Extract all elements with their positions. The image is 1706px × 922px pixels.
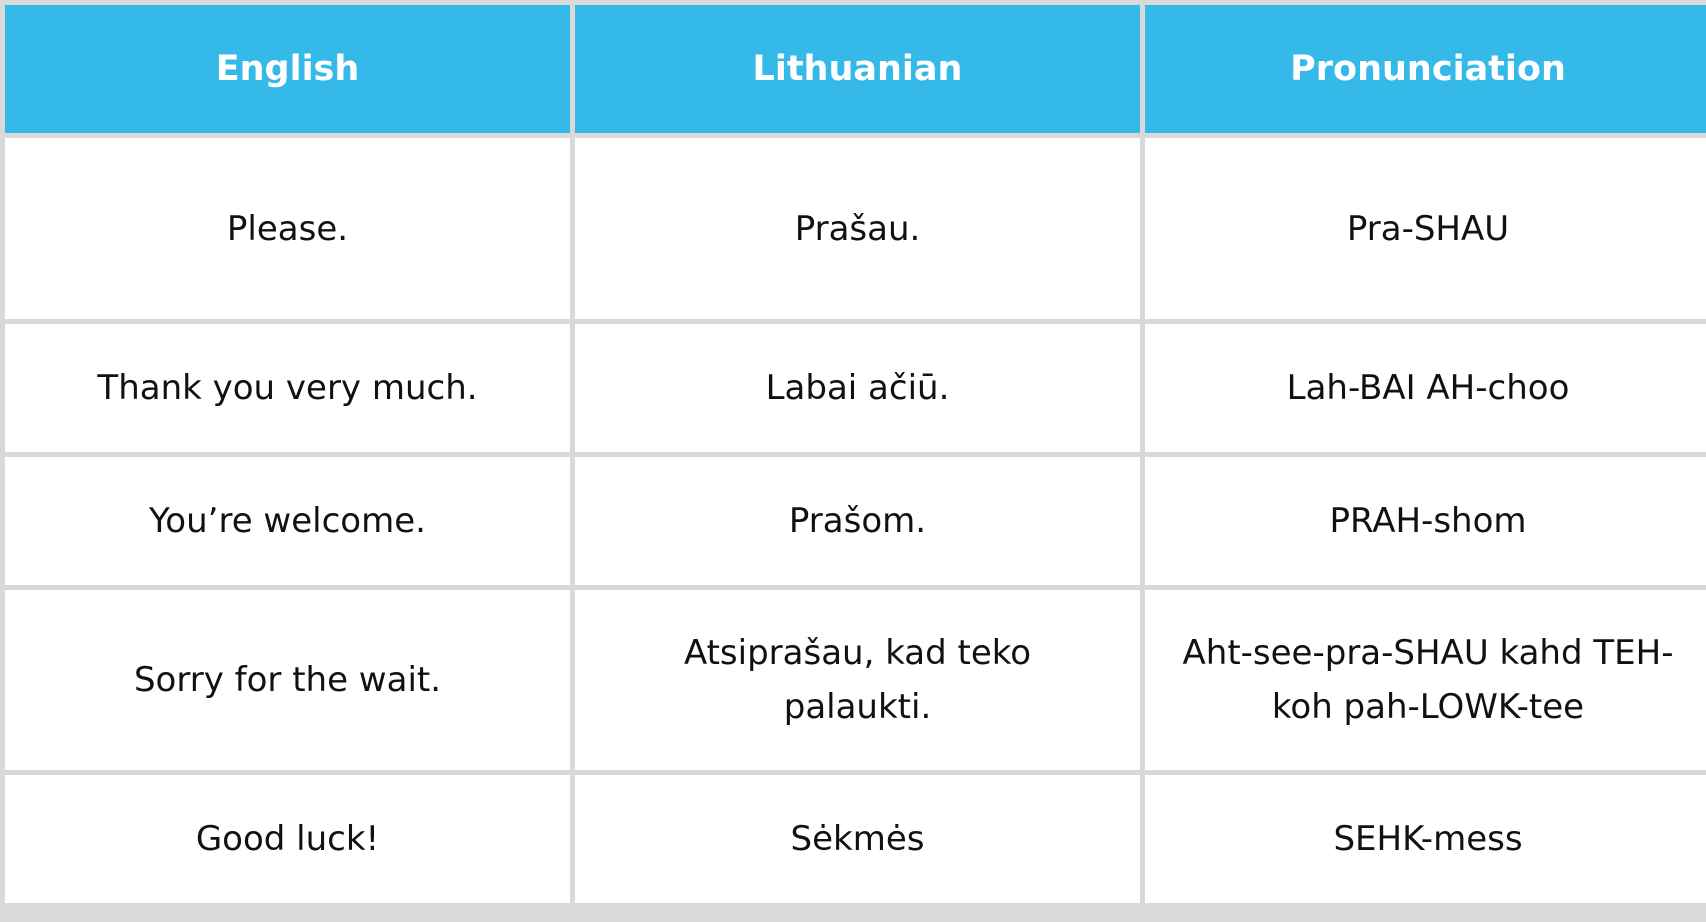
cell-english: You’re welcome. <box>5 457 570 585</box>
cell-lithuanian: Prašau. <box>575 138 1140 319</box>
cell-pronunciation: PRAH-shom <box>1145 457 1706 585</box>
cell-lithuanian: Prašom. <box>575 457 1140 585</box>
header-english: English <box>5 5 570 133</box>
table-body <box>5 138 1706 903</box>
cell-pronunciation: Lah-BAI AH-choo <box>1145 324 1706 452</box>
cell-lithuanian: Atsiprašau, kad teko palaukti. <box>575 590 1140 770</box>
cell-lithuanian: Labai ačiū. <box>575 324 1140 452</box>
cell-pronunciation: Aht-see-pra-SHAU kahd TEH-koh pah-LOWK-tee <box>1145 590 1706 770</box>
header-lithuanian: Lithuanian <box>575 5 1140 133</box>
cell-lithuanian: Sėkmės <box>575 775 1140 903</box>
table-row <box>5 590 1706 770</box>
table-row <box>5 457 1706 585</box>
cell-english: Thank you very much. <box>5 324 570 452</box>
header-pronunciation: Pronunciation <box>1145 5 1706 133</box>
table-header <box>5 5 1706 133</box>
cell-pronunciation: Pra-SHAU <box>1145 138 1706 319</box>
table-row <box>5 775 1706 903</box>
header-row <box>5 5 1706 133</box>
cell-english: Good luck! <box>5 775 570 903</box>
cell-english: Please. <box>5 138 570 319</box>
cell-pronunciation: SEHK-mess <box>1145 775 1706 903</box>
cell-english: Sorry for the wait. <box>5 590 570 770</box>
table-row <box>5 324 1706 452</box>
table-row <box>5 138 1706 319</box>
